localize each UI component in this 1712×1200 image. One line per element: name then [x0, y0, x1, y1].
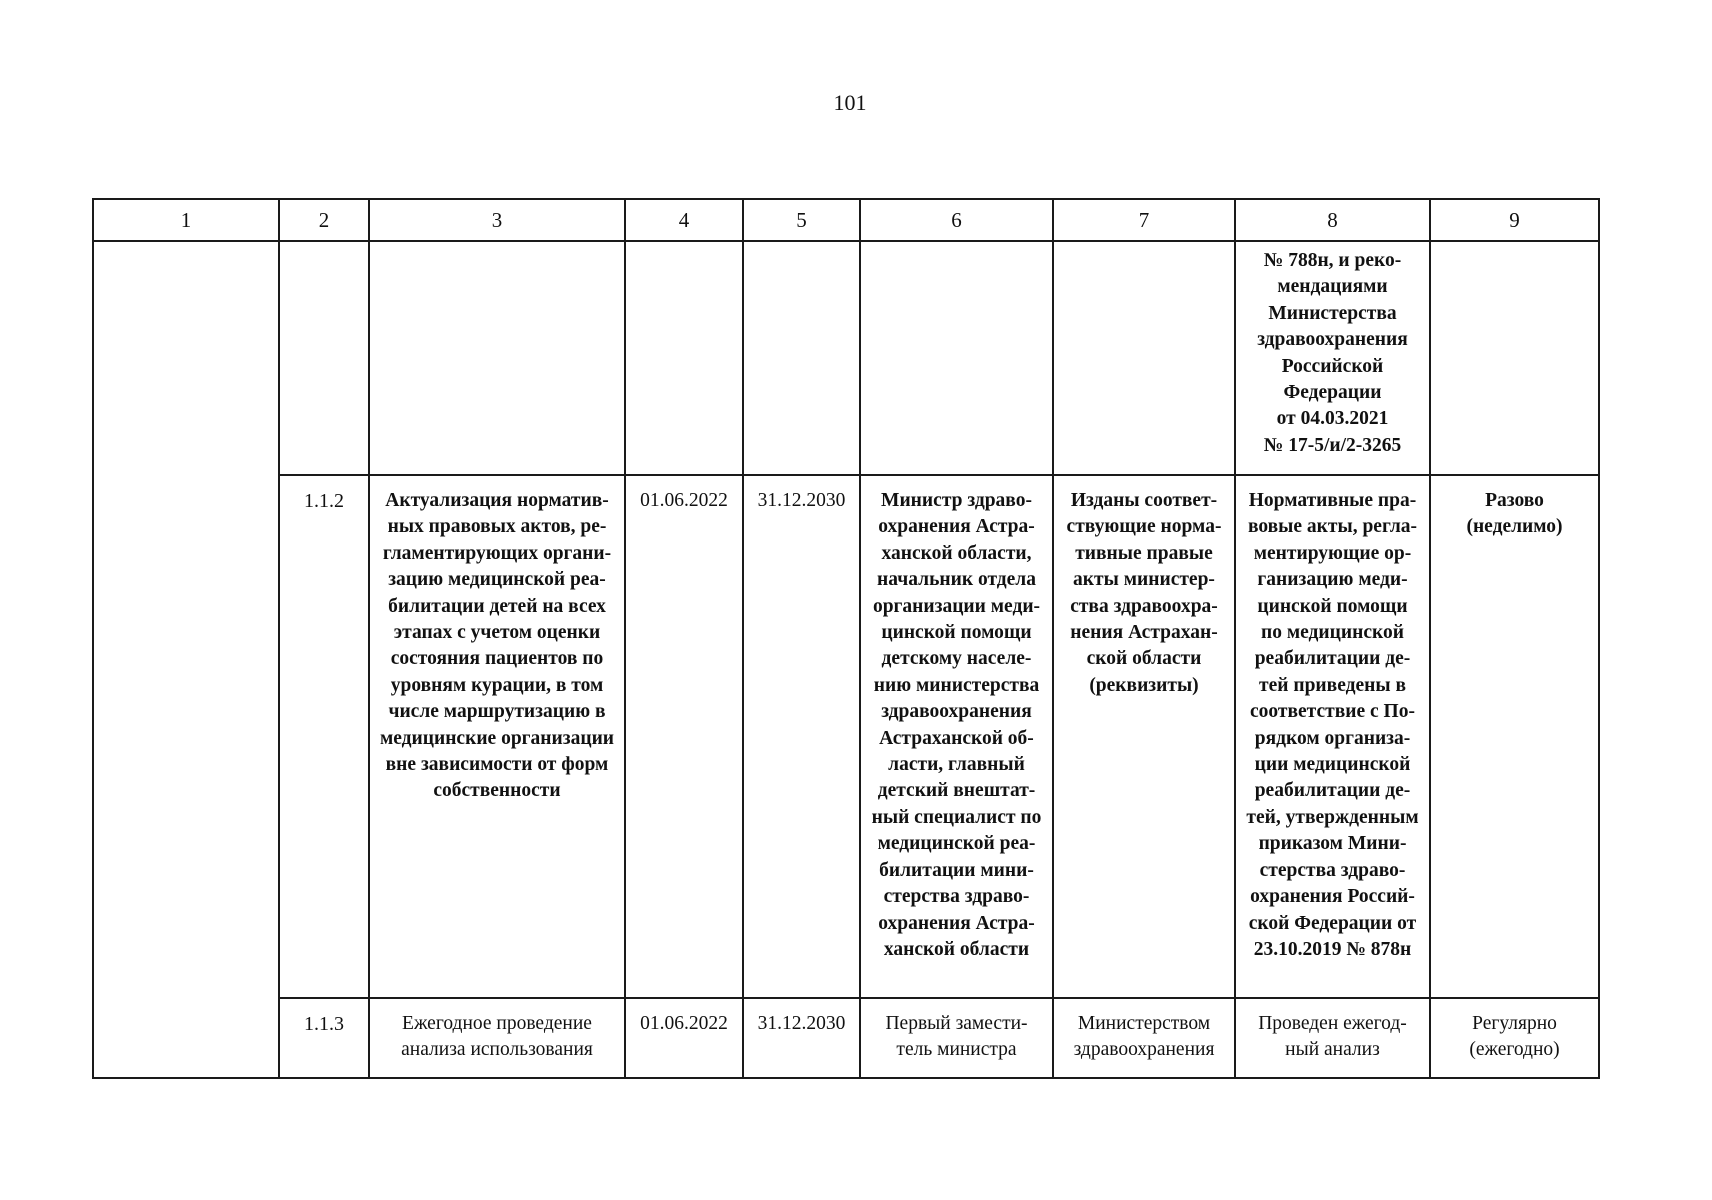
- start-date-cell: 01.06.2022: [625, 998, 743, 1078]
- column-header-5: 5: [743, 199, 860, 241]
- characteristic-continuation-cell: № 788н, и реко- мендациями Министерства здравоохранения Российской Федерации от 04.03.2021 № 17-5/и/2-3265: [1235, 241, 1430, 475]
- empty-cell: [1430, 241, 1599, 475]
- end-date-cell: 31.12.2030: [743, 475, 860, 998]
- column-header-9: 9: [1430, 199, 1599, 241]
- activity-cell: Ежегодное проведение анализа использования: [369, 998, 625, 1078]
- column-header-7: 7: [1053, 199, 1235, 241]
- empty-cell: [1053, 241, 1235, 475]
- empty-cell: [860, 241, 1053, 475]
- characteristic-cell: Нормативные пра- вовые акты, регла- ментирующие ор- ганизацию меди- цинской помощи по медицинской реабилитации де- тей приведены в соответствие с По- рядком организа- ции медицинской реабилитации де- тей, утвержденным приказом Мини- стерства здраво- охранения Россий- ской Федерации от 23.10.2019 № 878н: [1235, 475, 1430, 998]
- column-header-8: 8: [1235, 199, 1430, 241]
- column-header-3: 3: [369, 199, 625, 241]
- end-date-cell: 31.12.2030: [743, 998, 860, 1078]
- empty-cell: [279, 241, 369, 475]
- table-row: [93, 998, 1599, 1078]
- plan-table: [92, 198, 1600, 1079]
- result-cell: Изданы соответ- ствующие норма- тивные правые акты министер- ства здравоохра- нения Астрахан- ской области (реквизиты): [1053, 475, 1235, 998]
- start-date-cell: 01.06.2022: [625, 475, 743, 998]
- header-row: [93, 199, 1599, 241]
- responsible-cell: Министр здраво- охранения Астра- ханской области, начальник отдела организации меди- цинской помощи детскому населе- нию министерства здравоохранения Астраханской об- ласти, главный детский внештат- ный специалист по медицинской реа- билитации мини- стерства здраво- охранения Астра- ханской области: [860, 475, 1053, 998]
- column-header-4: 4: [625, 199, 743, 241]
- empty-cell: [625, 241, 743, 475]
- table-row: [93, 475, 1599, 998]
- characteristic-cell: Проведен ежегод- ный анализ: [1235, 998, 1430, 1078]
- responsible-cell: Первый замести- тель министра: [860, 998, 1053, 1078]
- item-code-cell: 1.1.3: [279, 998, 369, 1078]
- continuation-row: [93, 241, 1599, 475]
- frequency-cell: Разово (неделимо): [1430, 475, 1599, 998]
- section-cell: [93, 241, 279, 1078]
- item-code-cell: 1.1.2: [279, 475, 369, 998]
- result-cell: Министерством здравоохранения: [1053, 998, 1235, 1078]
- activity-cell: Актуализация норматив- ных правовых актов, ре- гламентирующих органи- зацию медицинской реа- билитации детей на всех этапах с учетом оценки состояния пациентов по уровням курации, в том числе маршрутизацию в медицинские организации вне зависимости от форм собственности: [369, 475, 625, 998]
- page-number: 101: [833, 90, 867, 115]
- empty-cell: [743, 241, 860, 475]
- frequency-cell: Регулярно (ежегодно): [1430, 998, 1599, 1078]
- empty-cell: [369, 241, 625, 475]
- column-header-6: 6: [860, 199, 1053, 241]
- column-header-2: 2: [279, 199, 369, 241]
- column-header-1: 1: [93, 199, 279, 241]
